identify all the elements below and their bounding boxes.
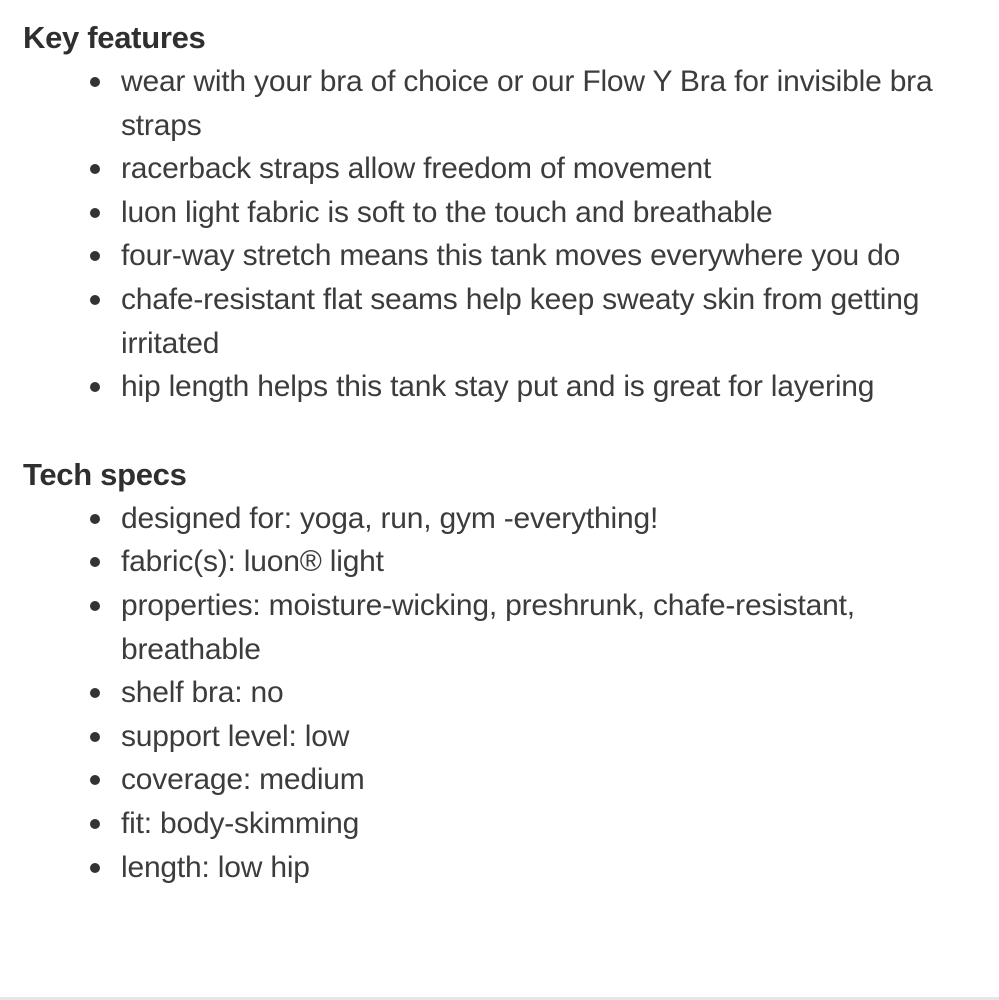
list-item-text: wear with your bra of choice or our Flow Y Bra for invisible bra straps (121, 65, 933, 142)
bullet-icon (90, 382, 100, 392)
list-item (121, 365, 973, 409)
list-item (121, 584, 973, 671)
list-item (121, 846, 973, 890)
tech-specs-list (23, 497, 973, 889)
product-details (23, 16, 973, 889)
key-features-list (23, 60, 973, 409)
list-item (121, 234, 973, 278)
bullet-icon (90, 819, 100, 829)
list-item-text: luon light fabric is soft to the touch and breathable (121, 195, 773, 229)
list-item (121, 802, 973, 846)
key-features-heading: Key features (23, 20, 206, 55)
bullet-icon (90, 688, 100, 698)
list-item-text: coverage: medium (121, 763, 365, 797)
list-item-text: four-way stretch means this tank moves everywhere you do (121, 239, 901, 273)
tech-specs-section (23, 453, 973, 889)
list-item (121, 147, 973, 191)
list-item-text: shelf bra: no (121, 676, 284, 710)
tech-specs-heading: Tech specs (23, 456, 187, 492)
list-item (121, 758, 973, 802)
bullet-icon (90, 208, 100, 218)
list-item-text: length: low hip (121, 850, 310, 884)
list-item (121, 60, 973, 147)
section-spacer (23, 409, 973, 453)
list-item-text: properties: moisture-wicking, preshrunk, chafe-resistant, breathable (121, 588, 855, 666)
bullet-icon (90, 601, 100, 611)
list-item (121, 540, 973, 584)
bullet-icon (90, 164, 100, 174)
bullet-icon (90, 514, 100, 524)
bullet-icon (90, 775, 100, 785)
list-item (121, 191, 973, 235)
list-item-text: fabric(s): luon® light (121, 545, 384, 579)
list-item (121, 278, 973, 365)
list-item (121, 497, 973, 541)
bullet-icon (90, 295, 100, 305)
list-item (121, 715, 973, 759)
list-item-text: racerback straps allow freedom of movement (121, 152, 712, 186)
list-item (121, 671, 973, 715)
bullet-icon (90, 251, 100, 261)
list-item-text: hip length helps this tank stay put and is great for layering (121, 370, 875, 404)
bullet-icon (90, 732, 100, 742)
bullet-icon (90, 77, 100, 87)
bullet-icon (90, 557, 100, 567)
key-features-section (23, 16, 973, 409)
list-item-text: support level: low (121, 719, 350, 753)
list-item-text: chafe-resistant flat seams help keep sweaty skin from getting irritated (121, 282, 920, 360)
bullet-icon (90, 863, 100, 873)
list-item-text: fit: body-skimming (121, 806, 360, 840)
list-item-text: designed for: yoga, run, gym -everything! (121, 501, 659, 535)
